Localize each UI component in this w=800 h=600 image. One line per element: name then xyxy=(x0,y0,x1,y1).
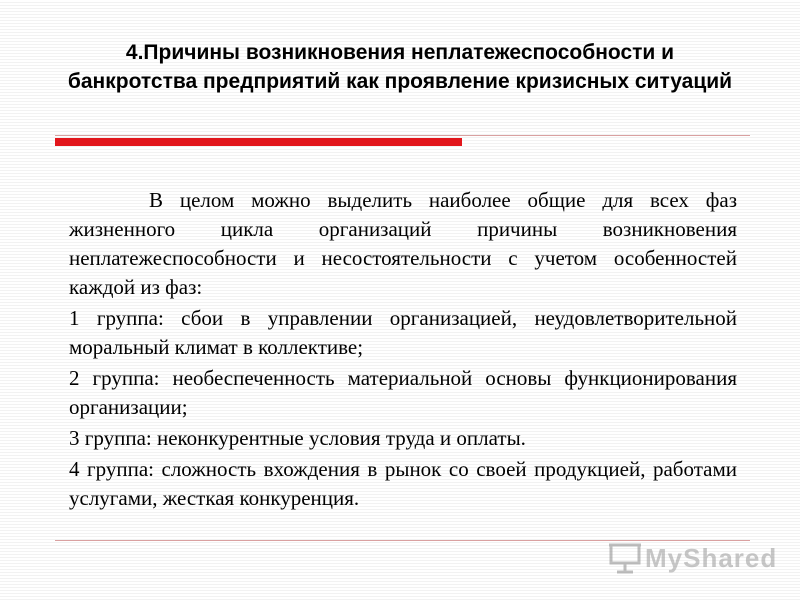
watermark-logo xyxy=(608,540,777,576)
group-2-paragraph: 2 группа: необеспеченность материальной основы функционирования организации; xyxy=(69,366,737,419)
body-text xyxy=(69,186,737,513)
title-line-2: банкротства предприятий как проявление кризисных ситуаций xyxy=(67,70,733,93)
divider-red-bar xyxy=(55,138,462,146)
divider-thin-top xyxy=(55,135,750,136)
slide-title xyxy=(0,38,800,96)
presentation-board-icon xyxy=(608,542,642,574)
group-4-paragraph: 4 группа: сложность вхождения в рынок со своей продукцией, работами услугами, жесткая конкуренция. xyxy=(69,457,737,510)
intro-paragraph: В целом можно выделить наиболее общие для всех фаз жизненного цикла организаций причины возникновения неплатежеспособности и несостоятельности с учетом особенностей каждой из фаз: xyxy=(69,188,737,299)
title-line-1: 4.Причины возникновения неплатежеспособности и xyxy=(125,41,675,64)
watermark-text: MyShared xyxy=(645,542,778,573)
group-1-paragraph: 1 группа: сбои в управлении организацией, неудовлетворительной моральный климат в коллективе; xyxy=(69,306,737,359)
group-3-paragraph: 3 группа: неконкурентные условия труда и оплаты. xyxy=(69,426,526,450)
